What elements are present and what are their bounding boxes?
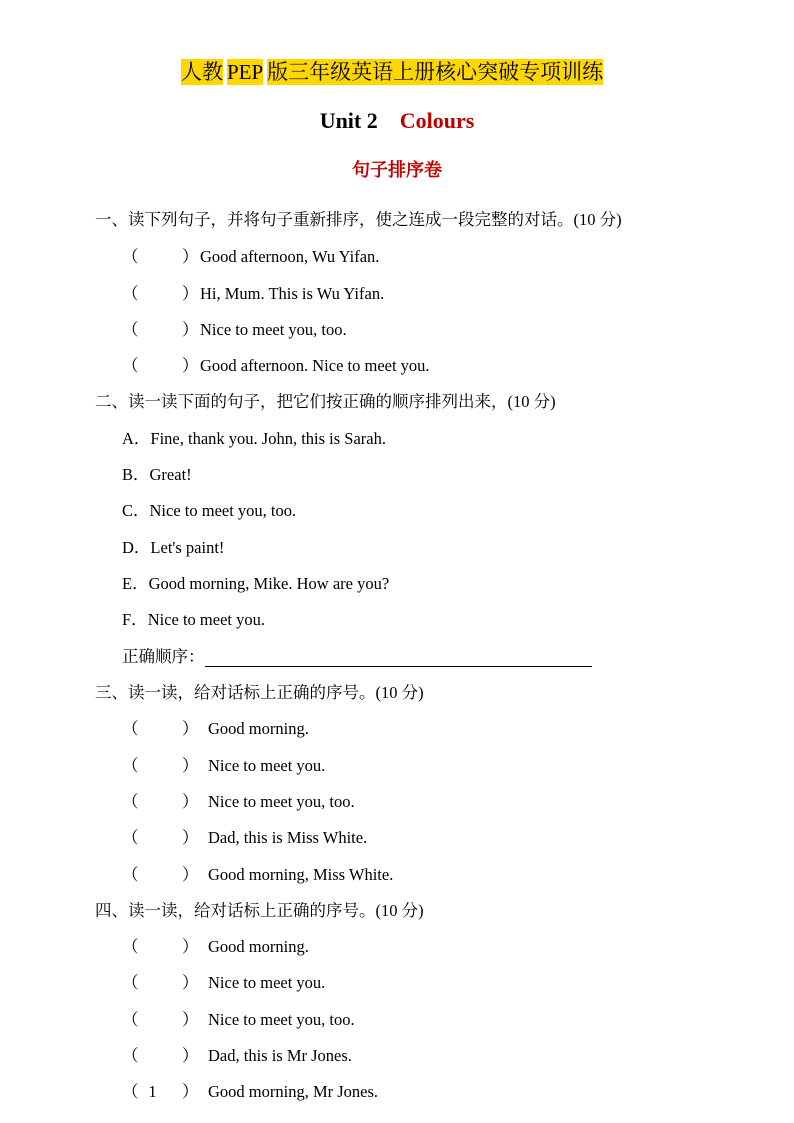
section2-option — [122, 570, 389, 594]
answer-paren-close: ） — [182, 356, 199, 375]
option-label: E． — [122, 574, 149, 593]
sentence-text: Nice to meet you, too. — [208, 1010, 355, 1029]
answer-paren-close: ） — [182, 828, 199, 847]
option-label: F． — [122, 610, 148, 629]
sentence-text: Nice to meet you. — [208, 973, 326, 992]
answer-paren-close: ） — [182, 1082, 199, 1101]
sentence-text: Dad, this is Miss White. — [208, 828, 368, 847]
answer-row — [122, 643, 592, 667]
sentence-text: Nice to meet you, too. — [208, 792, 355, 811]
answer-paren-close: ） — [182, 937, 199, 956]
answer-paren-open: （ — [122, 828, 139, 847]
section2-option — [122, 534, 224, 558]
option-text: Nice to meet you, too. — [149, 501, 297, 520]
answer-paren-open: （ — [122, 284, 139, 303]
answer-paren-open: （ — [122, 973, 139, 992]
section3-item — [122, 752, 325, 776]
section1-item — [122, 352, 430, 376]
sentence-text: Good morning. — [208, 937, 309, 956]
sentence-text: Hi, Mum. This is Wu Yifan. — [200, 284, 385, 303]
unit-name: Colours — [399, 108, 475, 133]
section4-item — [122, 969, 325, 993]
section4-item — [122, 1078, 378, 1102]
section4-item — [122, 1042, 352, 1066]
answer-number: 1 — [148, 1082, 157, 1101]
answer-paren-close: ） — [182, 719, 199, 738]
sentence-text: Good morning, Mr Jones. — [208, 1082, 379, 1101]
sentence-text: Good afternoon. Nice to meet you. — [200, 356, 430, 375]
answer-paren-open: （ — [122, 1082, 139, 1101]
answer-paren-close: ） — [182, 1046, 199, 1065]
answer-paren-open: （ — [122, 356, 139, 375]
title-part-1: 人教 — [181, 60, 223, 84]
section2-option — [122, 497, 296, 521]
answer-paren-open: （ — [122, 792, 139, 811]
answer-paren-open: （ — [122, 756, 139, 775]
option-label: A． — [122, 429, 151, 448]
section3-item — [122, 824, 367, 848]
option-label: D． — [122, 538, 151, 557]
sentence-text: Good afternoon, Wu Yifan. — [200, 247, 380, 266]
unit-number: Unit 2 — [319, 108, 378, 133]
option-label: C． — [122, 501, 150, 520]
section2-heading: 二、读一读下面的句子，把它们按正确的顺序排列出来，(10 分) — [95, 392, 556, 411]
answer-paren-close: ） — [182, 1010, 199, 1029]
unit-heading — [0, 108, 794, 134]
option-text: Great! — [149, 465, 192, 484]
answer-paren-close: ） — [182, 756, 199, 775]
answer-paren-open: （ — [122, 719, 139, 738]
section1-item — [122, 243, 379, 267]
option-text: Let's paint! — [150, 538, 225, 557]
section1-item — [122, 280, 384, 304]
answer-paren-open: （ — [122, 865, 139, 884]
answer-paren-close: ） — [182, 865, 199, 884]
section4-heading: 四、读一读，给对话标上正确的序号。(10 分) — [95, 901, 424, 920]
section4-item — [122, 933, 309, 957]
sentence-text: Nice to meet you. — [208, 756, 326, 775]
title-part-3: 版三年级英语上册核心突破专项训练 — [267, 60, 604, 84]
answer-paren-open: （ — [122, 1046, 139, 1065]
answer-paren-open: （ — [122, 1010, 139, 1029]
section3-item — [122, 788, 355, 812]
section4-item — [122, 1006, 355, 1030]
section2-option — [122, 606, 265, 630]
title-part-2: PEP — [227, 60, 264, 84]
section3-item — [122, 715, 309, 739]
option-text: Good morning, Mike. How are you? — [148, 574, 390, 593]
answer-paren-open: （ — [122, 937, 139, 956]
section2-option — [122, 425, 386, 449]
document-subtitle: 句子排序卷 — [352, 160, 442, 181]
answer-paren-open: （ — [122, 320, 139, 339]
answer-filled — [122, 1078, 182, 1102]
section2-option — [122, 461, 192, 485]
answer-paren-close: ） — [182, 973, 199, 992]
option-text: Nice to meet you. — [147, 610, 265, 629]
option-label: B． — [122, 465, 150, 484]
option-text: Fine, thank you. John, this is Sarah. — [150, 429, 386, 448]
section1-heading: 一、读下列句子，并将句子重新排序，使之连成一段完整的对话。(10 分) — [95, 210, 622, 229]
answer-paren-close: ） — [182, 284, 199, 303]
answer-blank-line[interactable] — [205, 648, 592, 667]
section3-heading: 三、读一读，给对话标上正确的序号。(10 分) — [95, 683, 424, 702]
sentence-text: Good morning. — [208, 719, 309, 738]
answer-paren-close: ） — [182, 792, 199, 811]
sentence-text: Dad, this is Mr Jones. — [208, 1046, 352, 1065]
document-title — [181, 55, 603, 89]
answer-label: 正确顺序： — [122, 647, 205, 666]
answer-paren-open: （ — [122, 247, 139, 266]
section1-item — [122, 316, 347, 340]
sentence-text: Nice to meet you, too. — [200, 320, 347, 339]
answer-paren-close: ） — [182, 320, 199, 339]
answer-paren-close: ） — [182, 247, 199, 266]
section3-item — [122, 861, 393, 885]
sentence-text: Good morning, Miss White. — [208, 865, 394, 884]
